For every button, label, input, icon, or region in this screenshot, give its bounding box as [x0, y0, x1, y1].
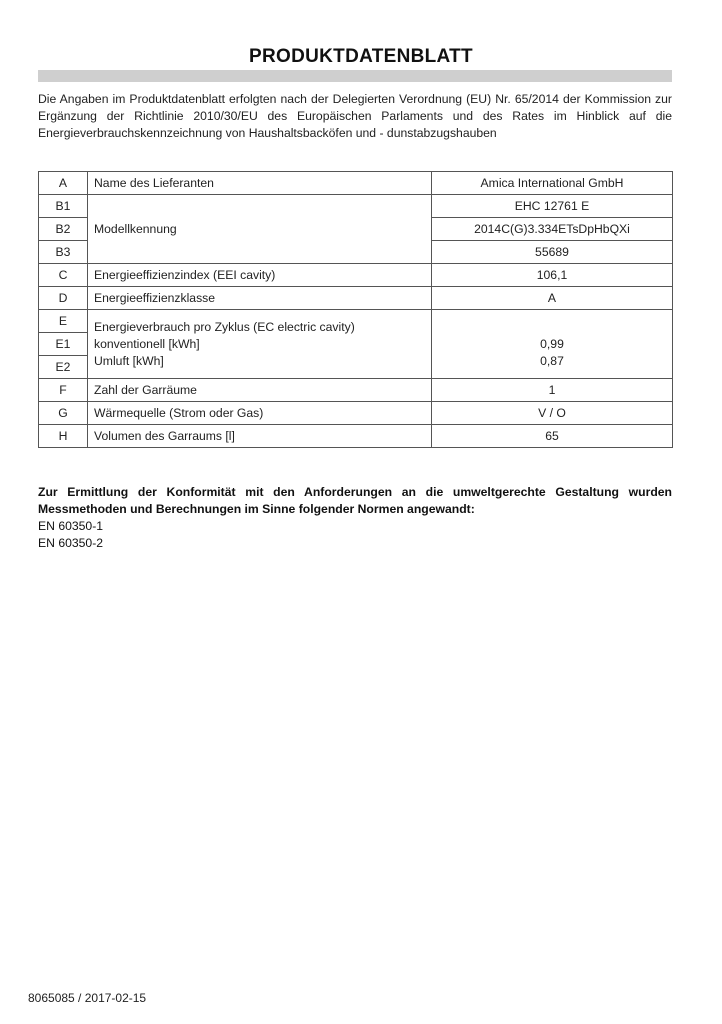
row-value: V / O [432, 402, 673, 425]
row-code: C [39, 264, 88, 287]
row-label-line: Energieverbrauch pro Zyklus (EC electric cavity) [94, 319, 355, 334]
compliance-statement: Zur Ermittlung der Konformität mit den Anforderungen an die umweltgerechte Gestaltung wurden Messmethoden und Berechnungen im Sinne folgender Normen angewandt: [38, 485, 672, 516]
row-label: Zahl der Garräume [88, 379, 432, 402]
row-label: Energieeffizienzklasse [88, 287, 432, 310]
row-code: B1 [39, 195, 88, 218]
compliance-section [38, 484, 672, 552]
row-value [432, 310, 673, 379]
row-value-line [438, 319, 666, 336]
table-row [39, 172, 673, 195]
table-row [39, 379, 673, 402]
row-code: B3 [39, 241, 88, 264]
row-label-line: Umluft [kWh] [94, 353, 164, 368]
table-row [39, 425, 673, 448]
row-value: 55689 [432, 241, 673, 264]
row-value: 65 [432, 425, 673, 448]
row-label: Volumen des Garraums [l] [88, 425, 432, 448]
product-data-table [38, 171, 673, 448]
row-code: F [39, 379, 88, 402]
row-label [88, 310, 432, 379]
title-underline-bar [38, 70, 672, 82]
row-value: Amica International GmbH [432, 172, 673, 195]
row-code: D [39, 287, 88, 310]
row-code: A [39, 172, 88, 195]
row-value: EHC 12761 E [432, 195, 673, 218]
row-label: Energieeffizienzindex (EEI cavity) [88, 264, 432, 287]
row-value: 1 [432, 379, 673, 402]
row-label-line: konventionell [kWh] [94, 336, 200, 351]
row-label: Wärmequelle (Strom oder Gas) [88, 402, 432, 425]
table-row [39, 195, 673, 218]
intro-paragraph: Die Angaben im Produktdatenblatt erfolgten nach der Delegierten Verordnung (EU) Nr. 65/2014 der Kommission zur Ergänzung der Richtlinie 2010/30/EU des Europäischen Parlaments und des Rates im Hinblick auf die Energieverbrauchskennzeichnung von Haushaltsbacköfen und - dunstabzugshauben [38, 92, 672, 140]
row-value: 2014C(G)3.334ETsDpHbQXi [432, 218, 673, 241]
row-code: E1 [39, 333, 88, 356]
row-code: E2 [39, 356, 88, 379]
row-value-line: 0,99 [540, 336, 564, 351]
norm-item: EN 60350-2 [38, 536, 104, 550]
table-row [39, 402, 673, 425]
row-value-line: 0,87 [540, 353, 564, 368]
row-label: Name des Lieferanten [88, 172, 432, 195]
row-value: A [432, 287, 673, 310]
row-code: B2 [39, 218, 88, 241]
row-label: Modellkennung [88, 195, 432, 264]
table-row [39, 264, 673, 287]
document-footer: 8065085 / 2017-02-15 [28, 991, 147, 1005]
row-code: G [39, 402, 88, 425]
norm-item: EN 60350-1 [38, 519, 104, 533]
row-code: E [39, 310, 88, 333]
table-row [39, 310, 673, 333]
table-row [39, 287, 673, 310]
row-code: H [39, 425, 88, 448]
row-value: 106,1 [432, 264, 673, 287]
page-title: PRODUKTDATENBLATT [249, 46, 473, 67]
